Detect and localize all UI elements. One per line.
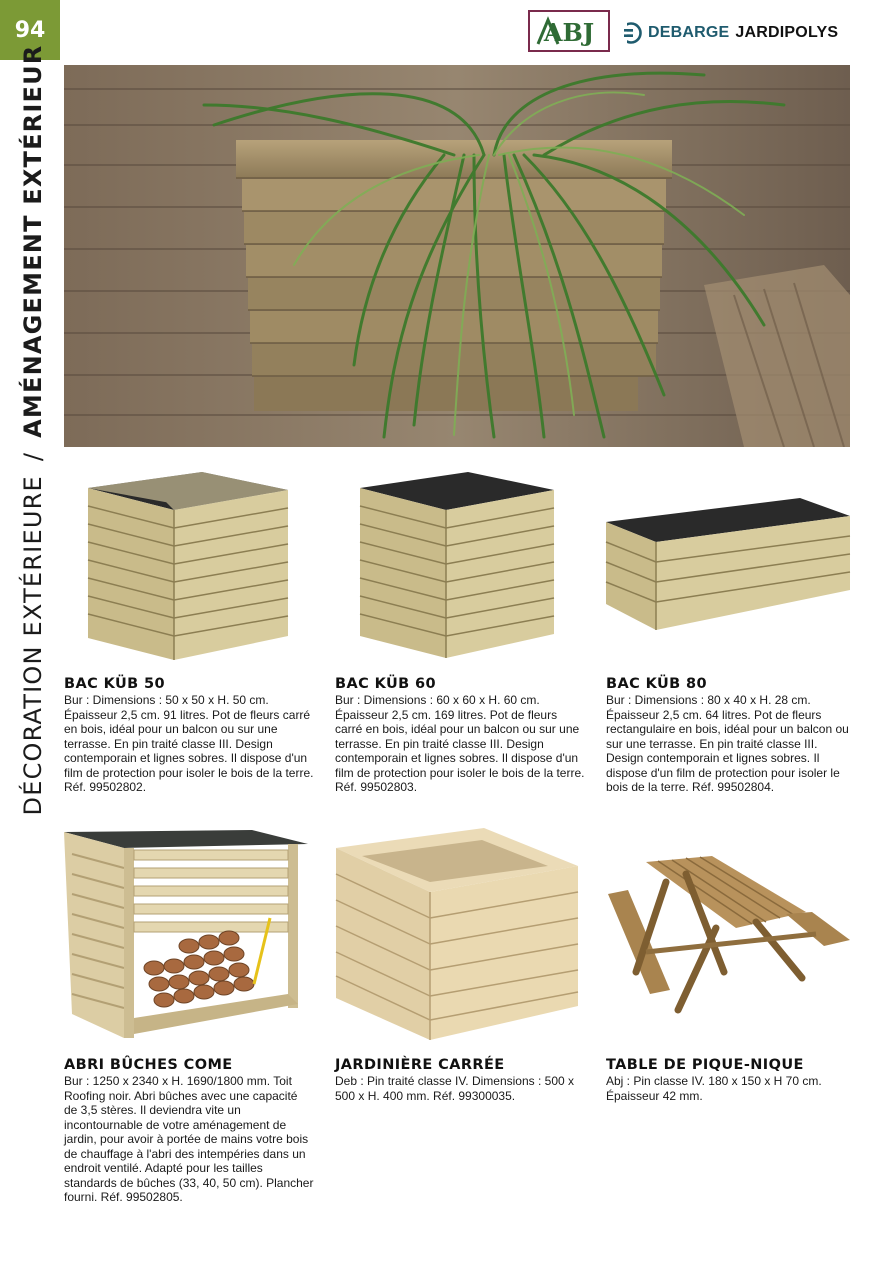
hero-photo [64, 65, 850, 447]
picnic-table-icon [606, 852, 852, 1018]
product-title: BAC KÜB 80 [606, 676, 707, 692]
product-description: Bur : Dimensions : 80 x 40 x H. 28 cm. Épaisseur 2,5 cm. 64 litres. Pot de fleurs rectangulaire en bois, idéal pour un balcon ou sur une terrasse. En pin traité classe III. Design contemporain et lignes sobres. Il dispose d'un film de protection pour isoler le bois de la terre. Réf. 99502804. [606, 693, 849, 794]
product-description: Bur : Dimensions : 50 x 50 x H. 50 cm. Épaisseur 2,5 cm. 91 litres. Pot de fleurs carré en bois, idéal pour un balcon ou sur une terrasse. En pin traité classe III. Design contemporain et lignes sobres. Il dispose d'un film de protection pour isoler le bois de la terre. Réf. 99502802. [64, 693, 314, 794]
product-jardiniere-carree [335, 1057, 585, 1103]
product-bac-kub-80 [606, 676, 856, 795]
product-title: BAC KÜB 60 [335, 676, 436, 692]
square-planter-icon [84, 468, 292, 664]
product-title: ABRI BÛCHES COME [64, 1057, 233, 1073]
debarge-jardipolys-logo [620, 20, 838, 46]
rectangular-planter-icon [604, 494, 852, 634]
product-table-pique-nique [606, 1057, 856, 1103]
square-planter-box-icon [334, 826, 580, 1042]
product-description: Bur : 1250 x 2340 x H. 1690/1800 mm. Toit Roofing noir. Abri bûches avec une capacité de 3,5 stères. Il deviendra vite un incontournable de votre aménagement de jardin, pour avoir à portée de mains votre bois de chauffage à l'abri des intempéries dans un endroit ventilé. Adapté pour les tailles standards de bûches (33, 40, 50 cm). Plancher fourni. Réf. 99502805. [64, 1074, 314, 1204]
bac-kub-80-image [604, 494, 852, 634]
product-bac-kub-60 [335, 676, 585, 795]
product-description: Bur : Dimensions : 60 x 60 x H. 60 cm. Épaisseur 2,5 cm. 169 litres. Pot de fleurs carré en bois, idéal pour un balcon ou sur une terrasse. En pin traité classe III. Design contemporain et lignes sobres. Il dispose d'un film de protection pour isoler le bois de la terre. Réf. 99502803. [335, 693, 585, 794]
bac-kub-50-image [84, 468, 292, 664]
log-store-icon [64, 828, 310, 1040]
wooden-planter-with-grass-photo [64, 65, 850, 447]
debarge-logo-icon [620, 22, 642, 44]
table-pique-nique-image [606, 852, 852, 1018]
page-number: 94 [0, 0, 60, 60]
product-abri-buches-come [64, 1057, 314, 1205]
product-description: Abj : Pin classe IV. 180 x 150 x H 70 cm. Épaisseur 42 mm. [606, 1074, 822, 1103]
section-title-separator: / [19, 451, 47, 462]
section-title-bold: AMÉNAGEMENT EXTÉRIEUR [19, 44, 47, 438]
product-description: Deb : Pin traité classe IV. Dimensions : 500 x 500 x H. 400 mm. Réf. 99300035. [335, 1074, 575, 1103]
product-title: BAC KÜB 50 [64, 676, 165, 692]
jardiniere-carree-image [334, 826, 580, 1042]
abj-logo [528, 10, 610, 52]
abj-logo-text: ABJ [543, 18, 595, 47]
bac-kub-60-image [356, 468, 560, 664]
section-title-vertical [13, 44, 53, 816]
section-title-light: DÉCORATION EXTÉRIEURE [19, 475, 47, 816]
debarge-text: DEBARGE [648, 24, 730, 41]
abri-buches-image [64, 828, 310, 1040]
product-title: JARDINIÈRE CARRÉE [335, 1057, 505, 1073]
product-title: TABLE DE PIQUE-NIQUE [606, 1057, 804, 1073]
jardipolys-text: JARDIPOLYS [735, 24, 839, 41]
product-bac-kub-50 [64, 676, 314, 795]
square-planter-icon [356, 468, 560, 664]
